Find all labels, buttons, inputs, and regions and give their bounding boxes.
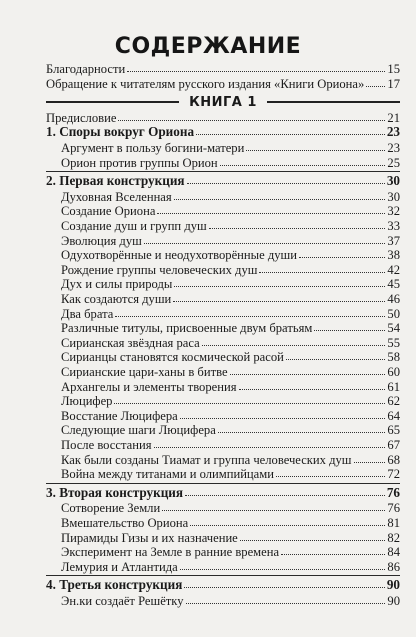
dot-leader bbox=[239, 389, 386, 390]
section-title: Духовная Вселенная bbox=[61, 189, 172, 204]
chapter-title: 4. Третья конструкция bbox=[46, 577, 183, 593]
entry-page: 15 bbox=[387, 62, 400, 76]
section-page: 84 bbox=[387, 545, 400, 560]
dot-leader bbox=[259, 272, 385, 273]
toc-section bbox=[61, 321, 400, 335]
section-page: 25 bbox=[387, 155, 400, 170]
entry-title: Обращение к читателям русского издания «Книги Ориона» bbox=[46, 76, 365, 91]
toc-entry-preface bbox=[46, 111, 400, 125]
dot-leader bbox=[157, 213, 385, 214]
toc-section bbox=[61, 531, 400, 545]
section-page: 76 bbox=[387, 501, 400, 516]
toc-section bbox=[61, 409, 400, 423]
book-dash-right bbox=[267, 101, 400, 103]
section-page: 55 bbox=[387, 335, 400, 350]
section-page: 32 bbox=[387, 204, 400, 219]
dot-leader bbox=[240, 540, 386, 541]
toc-section bbox=[61, 248, 400, 262]
chapter-page: 23 bbox=[386, 124, 400, 140]
toc-section bbox=[61, 438, 400, 452]
chapter-title: 3. Вторая конструкция bbox=[46, 484, 184, 500]
dot-leader bbox=[180, 569, 386, 570]
dot-leader bbox=[196, 134, 385, 135]
entry-page: 21 bbox=[387, 110, 400, 125]
toc-section bbox=[61, 467, 400, 481]
toc-section bbox=[61, 394, 400, 408]
dot-leader bbox=[314, 330, 385, 331]
section-title: Лемурия и Атлантида bbox=[61, 559, 178, 574]
toc-section bbox=[61, 501, 400, 515]
toc-section bbox=[61, 350, 400, 364]
chapter-title: 1. Споры вокруг Ориона bbox=[46, 124, 195, 140]
chapter-page: 90 bbox=[386, 577, 400, 593]
toc-section bbox=[61, 516, 400, 530]
toc-section bbox=[61, 277, 400, 291]
dot-leader bbox=[202, 345, 386, 346]
dot-leader bbox=[144, 243, 386, 244]
section-title: Сирианцы становятся космической расой bbox=[61, 350, 284, 365]
dot-leader bbox=[187, 183, 385, 184]
toc-section bbox=[61, 204, 400, 218]
dot-leader bbox=[276, 476, 385, 477]
section-title: Люцифер bbox=[61, 394, 113, 409]
section-title: Дух и силы природы bbox=[61, 277, 173, 292]
section-page: 58 bbox=[387, 350, 400, 365]
dot-leader bbox=[286, 359, 386, 360]
dot-leader bbox=[218, 432, 386, 433]
section-title: Аргумент в пользу богини-матери bbox=[61, 141, 245, 155]
section-divider bbox=[46, 171, 400, 172]
section-title: Рождение группы человеческих душ bbox=[61, 262, 258, 277]
section-title: Война между титанами и олимпийцами bbox=[61, 467, 274, 482]
toc-section bbox=[61, 307, 400, 321]
section-page: 90 bbox=[387, 594, 400, 608]
dot-leader bbox=[180, 418, 386, 419]
toc-section bbox=[61, 190, 400, 204]
section-title: Как были созданы Тиамат и группа человеческих душ bbox=[61, 452, 352, 467]
toc-section bbox=[61, 545, 400, 559]
toc-entry-address-to-readers bbox=[46, 77, 400, 91]
dot-leader bbox=[114, 403, 385, 404]
dot-leader bbox=[154, 447, 386, 448]
dot-leader bbox=[173, 301, 385, 302]
section-page: 60 bbox=[387, 365, 400, 379]
chapter-title: 2. Первая конструкция bbox=[46, 173, 185, 189]
section-page: 37 bbox=[387, 233, 400, 248]
book-dash-left bbox=[46, 101, 179, 103]
toc-section bbox=[61, 156, 400, 170]
section-title: Эволюция душ bbox=[61, 233, 142, 248]
dot-leader bbox=[162, 510, 385, 511]
entry-page: 17 bbox=[387, 76, 400, 91]
entry-title: Предисловие bbox=[46, 110, 117, 125]
toc-chapter-1 bbox=[46, 125, 400, 139]
toc-section bbox=[61, 423, 400, 437]
toc-section bbox=[61, 292, 400, 306]
entry-title: Благодарности bbox=[46, 62, 126, 76]
section-page: 86 bbox=[387, 559, 400, 574]
section-page: 42 bbox=[387, 262, 400, 277]
section-title: Создание Ориона bbox=[61, 204, 156, 219]
section-title: После восстания bbox=[61, 438, 152, 452]
dot-leader bbox=[174, 286, 385, 287]
dot-leader bbox=[190, 525, 385, 526]
section-title: Пирамиды Гизы и их назначение bbox=[61, 530, 238, 545]
section-title: Сирианские цари-ханы в битве bbox=[61, 365, 228, 379]
section-title: Различные титулы, присвоенные двум братьям bbox=[61, 321, 313, 336]
dot-leader bbox=[220, 165, 386, 166]
section-page: 62 bbox=[387, 394, 400, 409]
dot-leader bbox=[174, 199, 386, 200]
section-divider bbox=[46, 483, 400, 484]
section-title: Вмешательство Ориона bbox=[61, 516, 189, 530]
section-divider bbox=[46, 575, 400, 576]
chapter-page: 30 bbox=[386, 173, 400, 189]
section-title: Как создаются души bbox=[61, 292, 172, 306]
dot-leader bbox=[281, 554, 385, 555]
dot-leader bbox=[209, 228, 386, 229]
section-title: Сотворение Земли bbox=[61, 501, 161, 516]
toc-section bbox=[61, 141, 400, 155]
toc-section bbox=[61, 234, 400, 248]
toc-section bbox=[61, 453, 400, 467]
toc-chapter-4 bbox=[46, 578, 400, 592]
section-page: 30 bbox=[387, 189, 400, 204]
toc-section bbox=[61, 219, 400, 233]
dot-leader bbox=[186, 603, 386, 604]
toc-chapter-3 bbox=[46, 486, 400, 500]
toc-section bbox=[61, 336, 400, 350]
dot-leader bbox=[246, 150, 385, 151]
section-title: Восстание Люцифера bbox=[61, 408, 178, 423]
dot-leader bbox=[354, 462, 386, 463]
section-page: 64 bbox=[387, 408, 400, 423]
chapter-page: 76 bbox=[386, 484, 400, 500]
section-page: 50 bbox=[387, 306, 400, 321]
section-title: Эн.ки создаёт Решётку bbox=[61, 594, 184, 608]
dot-leader bbox=[299, 257, 385, 258]
section-title: Два брата bbox=[61, 306, 114, 321]
section-page: 45 bbox=[387, 277, 400, 292]
section-title: Следующие шаги Люцифера bbox=[61, 423, 216, 438]
toc-chapter-2 bbox=[46, 174, 400, 188]
toc-section bbox=[61, 365, 400, 379]
toc-section bbox=[61, 560, 400, 574]
section-page: 23 bbox=[387, 141, 400, 155]
toc-entry-acknowledgements bbox=[46, 62, 400, 76]
section-page: 61 bbox=[387, 379, 400, 394]
section-title: Архангелы и элементы творения bbox=[61, 379, 237, 394]
dot-leader bbox=[115, 316, 385, 317]
section-title: Создание душ и групп душ bbox=[61, 219, 207, 233]
section-title: Сирианская звёздная раса bbox=[61, 335, 200, 350]
section-page: 72 bbox=[387, 467, 400, 482]
section-title: Одухотворённые и неодухотворённые души bbox=[61, 248, 297, 263]
section-page: 46 bbox=[387, 292, 400, 306]
section-page: 38 bbox=[387, 248, 400, 263]
dot-leader bbox=[185, 495, 385, 496]
dot-leader bbox=[366, 86, 385, 87]
section-page: 81 bbox=[387, 516, 400, 530]
section-page: 67 bbox=[387, 438, 400, 452]
dot-leader bbox=[127, 71, 385, 72]
section-page: 54 bbox=[387, 321, 400, 336]
section-page: 65 bbox=[387, 423, 400, 438]
dot-leader bbox=[230, 374, 386, 375]
book-label: КНИГА 1 bbox=[189, 94, 257, 110]
page-title: СОДЕРЖАНИЕ bbox=[114, 34, 302, 59]
section-page: 82 bbox=[387, 530, 400, 545]
toc-section bbox=[61, 263, 400, 277]
dot-leader bbox=[184, 587, 384, 588]
section-page: 33 bbox=[387, 219, 400, 233]
toc-section bbox=[61, 380, 400, 394]
section-page: 68 bbox=[387, 452, 400, 467]
section-title: Орион против группы Орион bbox=[61, 155, 218, 170]
section-title: Эксперимент на Земле в ранние времена bbox=[61, 545, 280, 560]
dot-leader bbox=[118, 120, 385, 121]
toc-section bbox=[61, 594, 400, 608]
book-heading bbox=[46, 93, 400, 111]
